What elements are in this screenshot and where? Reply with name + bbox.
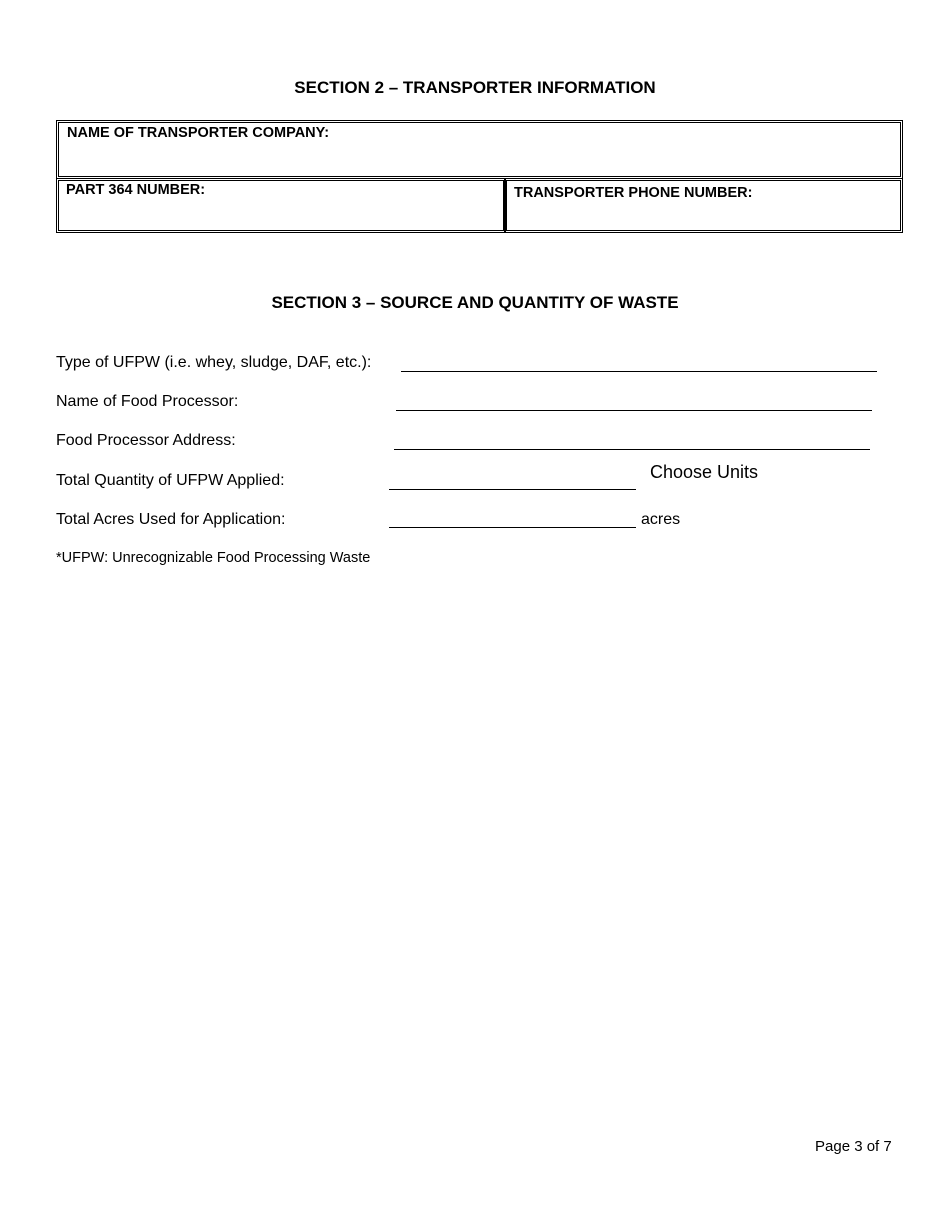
transporter-company-label: NAME OF TRANSPORTER COMPANY: (67, 125, 330, 141)
food-processor-address-label: Food Processor Address: (56, 432, 236, 449)
ufpw-footnote: *UFPW: Unrecognizable Food Processing Waste (56, 550, 371, 566)
food-processor-name-input[interactable] (396, 410, 872, 411)
total-acres-label: Total Acres Used for Application: (56, 511, 286, 528)
section-3-title: SECTION 3 – SOURCE AND QUANTITY OF WASTE (271, 293, 679, 312)
total-quantity-label: Total Quantity of UFPW Applied: (56, 472, 285, 489)
transporter-phone-label: TRANSPORTER PHONE NUMBER: (514, 185, 753, 201)
part-364-number-label: PART 364 NUMBER: (66, 182, 206, 198)
acres-unit-label: acres (641, 511, 681, 528)
part-364-number-field[interactable] (56, 178, 506, 233)
food-processor-address-input[interactable] (394, 449, 870, 450)
transporter-info-table (56, 120, 903, 233)
section-2-title: SECTION 2 – TRANSPORTER INFORMATION (294, 78, 656, 97)
page-number: Page 3 of 7 (815, 1138, 892, 1155)
units-dropdown[interactable]: Choose Units (650, 462, 759, 482)
total-quantity-input[interactable] (389, 489, 636, 490)
ufpw-type-label: Type of UFPW (i.e. whey, sludge, DAF, etc.): (56, 354, 372, 371)
ufpw-type-input[interactable] (401, 371, 877, 372)
total-acres-input[interactable] (389, 527, 636, 528)
transporter-company-field[interactable] (56, 120, 903, 179)
food-processor-name-label: Name of Food Processor: (56, 393, 239, 410)
transporter-phone-field[interactable] (504, 178, 903, 233)
